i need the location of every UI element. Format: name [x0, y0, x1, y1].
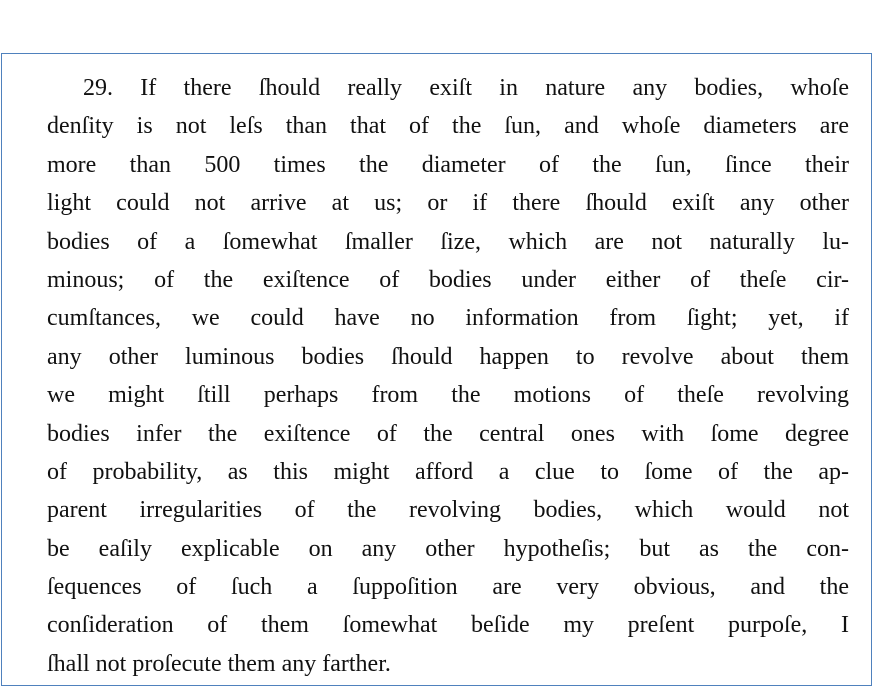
- text-line: be eaſily explicable on any other hypotheſis; but as the con-: [47, 535, 849, 562]
- text-line: any other luminous bodies ſhould happen to revolve about them: [47, 343, 849, 370]
- text-line: 29. If there ſhould really exiſt in nature any bodies, whoſe: [83, 75, 849, 101]
- text-line: ſequences of ſuch a ſuppoſition are very obvious, and the: [47, 574, 849, 601]
- text-line: bodies infer the exiſtence of the central ones with ſome degree: [47, 420, 849, 447]
- text-line: ſhall not proſecute them any farther.: [47, 650, 391, 677]
- scanned-paragraph: [47, 69, 849, 683]
- text-line: of probability, as this might afford a clue to ſome of the ap-: [47, 458, 849, 485]
- text-line: light could not arrive at us; or if there ſhould exiſt any other: [47, 190, 849, 217]
- text-line: cumſtances, we could have no information from ſight; yet, if: [47, 305, 849, 332]
- text-line: parent irregularities of the revolving bodies, which would not: [47, 497, 849, 524]
- text-line: minous; of the exiſtence of bodies under either of theſe cir-: [47, 266, 849, 293]
- text-line: denſity is not leſs than that of the ſun, and whoſe diameters are: [47, 113, 849, 140]
- text-line: we might ſtill perhaps from the motions of theſe revolving: [47, 382, 849, 409]
- text-line: conſideration of them ſomewhat beſide my preſent purpoſe, I: [47, 612, 849, 639]
- text-line: more than 500 times the diameter of the ſun, ſince their: [47, 151, 849, 178]
- text-line: bodies of a ſomewhat ſmaller ſize, which are not naturally lu-: [47, 228, 849, 255]
- document-frame: [1, 53, 872, 686]
